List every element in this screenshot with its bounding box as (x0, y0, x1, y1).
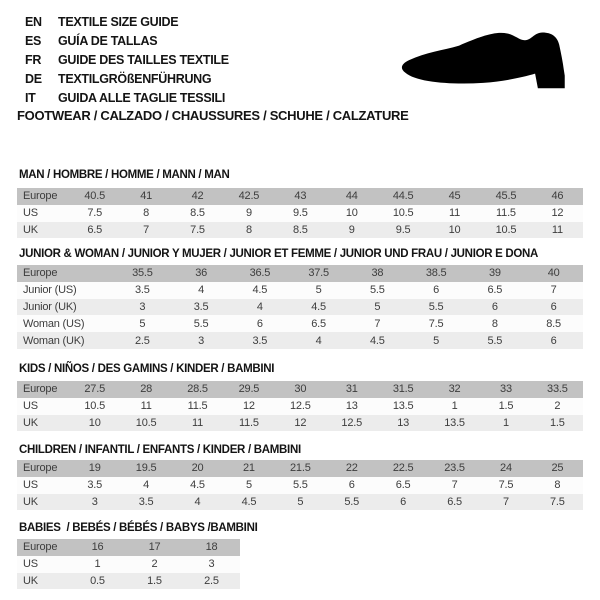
size-value: 5 (315, 284, 322, 297)
table-row (17, 460, 583, 477)
language-title-list (25, 12, 229, 107)
size-value: 6 (550, 334, 557, 347)
size-value: 1 (502, 416, 509, 429)
size-value: 6 (550, 300, 557, 313)
size-value: 5 (139, 317, 146, 330)
size-value: 3.5 (87, 479, 103, 492)
size-value: 4.5 (370, 334, 385, 347)
table-row (17, 222, 583, 239)
size-value: 44 (345, 190, 358, 203)
size-value: 7.5 (428, 317, 444, 330)
size-value: 5 (297, 495, 304, 508)
size-value: 3 (139, 300, 146, 313)
size-value: 10 (448, 223, 461, 236)
size-value: 1.5 (147, 574, 162, 587)
size-value: 36.5 (249, 267, 271, 280)
size-value: 5.5 (193, 317, 209, 330)
size-value: 4 (315, 334, 322, 347)
size-value: 2 (554, 400, 561, 413)
section-title-children: CHILDREN / INFANTIL / ENFANTS / KINDER / BAMBINI (19, 444, 301, 456)
section-title-babies: BABIES / BEBÉS / BÉBÉS / BABYS /BAMBINI (19, 522, 258, 534)
size-value: 7 (143, 223, 150, 236)
size-table-man (17, 188, 583, 238)
size-value: 3.5 (138, 495, 154, 508)
language-guide-title: TEXTILE SIZE GUIDE (58, 14, 179, 29)
size-value: 2.5 (135, 334, 150, 347)
size-value: 19 (88, 462, 101, 475)
table-row (17, 573, 240, 590)
size-value: 9 (348, 223, 355, 236)
size-value: 4 (198, 284, 205, 297)
size-value: 12 (243, 400, 255, 413)
section-title-junior-woman: JUNIOR & WOMAN / JUNIOR Y MUJER / JUNIOR ET FEMME / JUNIOR UND FRAU / JUNIOR E DONA (19, 248, 539, 260)
size-value: 8 (554, 479, 561, 492)
size-table-junior-woman (17, 265, 583, 349)
size-value: 4.5 (311, 300, 326, 313)
size-value: 20 (191, 462, 204, 475)
size-value: 5.5 (370, 284, 385, 297)
table-row (17, 315, 583, 332)
size-value: 42.5 (238, 190, 260, 203)
size-value: 5.5 (487, 334, 503, 347)
row-label: Europe (23, 190, 58, 203)
size-value: 24 (500, 462, 512, 475)
size-value: 1.5 (498, 400, 514, 413)
size-value: 35.5 (132, 267, 153, 280)
size-value: 7.5 (498, 479, 514, 492)
size-value: 5.5 (344, 495, 360, 508)
category-title: FOOTWEAR / CALZADO / CHAUSSURES / SCHUHE / CALZATURE (17, 108, 409, 123)
row-label: Europe (23, 541, 58, 554)
size-value: 8.5 (292, 223, 308, 236)
size-value: 6.5 (87, 223, 103, 236)
size-value: 1 (451, 400, 458, 413)
size-value: 46 (551, 190, 564, 203)
size-table-babies (17, 539, 240, 589)
size-value: 11 (140, 400, 152, 413)
language-code: ES (25, 33, 42, 48)
language-code: FR (25, 52, 42, 67)
size-value: 5 (245, 479, 252, 492)
size-value: 5 (374, 300, 381, 313)
size-value: 10.5 (84, 400, 105, 413)
size-value: 9 (245, 207, 252, 220)
size-value: 22.5 (392, 462, 414, 475)
size-value: 12 (551, 207, 564, 220)
size-value: 10.5 (392, 207, 414, 220)
row-label: UK (23, 223, 38, 236)
size-value: 7 (374, 317, 381, 330)
size-value: 6.5 (395, 479, 411, 492)
size-value: 39 (488, 267, 501, 280)
size-value: 6.5 (487, 284, 503, 297)
size-value: 37.5 (308, 267, 329, 280)
size-value: 4.5 (252, 284, 268, 297)
size-value: 12 (294, 416, 307, 429)
row-label: UK (23, 495, 38, 508)
size-value: 4 (194, 495, 201, 508)
size-value: 41 (140, 190, 153, 203)
size-value: 4.5 (241, 495, 257, 508)
size-value: 3.5 (193, 300, 209, 313)
size-value: 12.5 (290, 400, 311, 413)
size-value: 8 (143, 207, 150, 220)
size-value: 6 (433, 284, 440, 297)
size-value: 18 (205, 541, 218, 554)
table-row (17, 556, 240, 573)
size-value: 11.5 (187, 400, 208, 413)
size-value: 16 (91, 541, 104, 554)
language-row (25, 69, 229, 88)
language-guide-title: TEXTILGRÖßENFÜHRUNG (58, 71, 212, 86)
size-value: 10 (88, 416, 101, 429)
size-value: 11.5 (239, 416, 259, 429)
language-row (25, 88, 229, 107)
size-value: 11 (192, 416, 204, 429)
size-value: 25 (551, 462, 564, 475)
table-row (17, 539, 240, 556)
size-value: 21.5 (290, 462, 311, 475)
size-value: 21 (243, 462, 255, 475)
size-value: 43 (294, 190, 307, 203)
size-value: 27.5 (84, 383, 105, 396)
size-value: 13.5 (392, 400, 414, 413)
size-value: 6.5 (447, 495, 462, 508)
size-value: 11 (449, 207, 461, 220)
size-value: 28.5 (187, 383, 208, 396)
size-value: 8 (245, 223, 252, 236)
size-value: 13.5 (444, 416, 465, 429)
size-value: 8 (491, 317, 498, 330)
size-value: 36 (195, 267, 208, 280)
row-label: US (23, 400, 38, 413)
language-code: DE (25, 71, 42, 86)
row-label: US (23, 558, 38, 571)
size-value: 7.5 (550, 495, 565, 508)
size-table-kids (17, 381, 583, 431)
table-row (17, 188, 583, 205)
size-value: 4 (143, 479, 150, 492)
size-value: 38.5 (425, 267, 447, 280)
language-guide-title: GUÍA DE TALLAS (58, 33, 158, 48)
row-label: Woman (UK) (23, 334, 85, 347)
size-value: 31.5 (392, 383, 414, 396)
size-value: 40 (547, 267, 560, 280)
size-value: 23.5 (444, 462, 465, 475)
size-value: 33 (500, 383, 512, 396)
size-value: 2 (151, 558, 158, 571)
section-title-kids: KIDS / NIÑOS / DES GAMINS / KINDER / BAMBINI (19, 363, 275, 375)
row-label: Europe (23, 267, 58, 280)
size-value: 9.5 (395, 223, 411, 236)
size-value: 4.5 (190, 479, 205, 492)
size-table-children (17, 460, 583, 510)
size-value: 44.5 (392, 190, 414, 203)
size-value: 11.5 (496, 207, 516, 220)
language-code: EN (25, 14, 42, 29)
row-label: Europe (23, 383, 58, 396)
row-label: UK (23, 416, 38, 429)
row-label: US (23, 207, 38, 220)
size-value: 42 (191, 190, 204, 203)
language-guide-title: GUIDE DES TAILLES TEXTILE (58, 52, 229, 67)
size-value: 5.5 (292, 479, 308, 492)
size-value: 6 (256, 317, 263, 330)
language-code: IT (25, 90, 36, 105)
table-row (17, 398, 583, 415)
size-value: 4 (256, 300, 263, 313)
language-row (25, 31, 229, 50)
size-value: 11 (551, 223, 563, 236)
size-value: 0.5 (90, 574, 105, 587)
table-row (17, 282, 583, 299)
row-label: Europe (23, 462, 58, 475)
size-value: 3 (198, 334, 205, 347)
table-row (17, 494, 583, 511)
size-value: 3.5 (252, 334, 268, 347)
size-value: 6 (348, 479, 355, 492)
size-value: 31 (345, 383, 358, 396)
size-value: 10.5 (135, 416, 157, 429)
size-value: 8.5 (546, 317, 561, 330)
size-value: 3 (208, 558, 215, 571)
table-row (17, 332, 583, 349)
table-row (17, 265, 583, 282)
size-value: 6.5 (311, 317, 326, 330)
size-value: 8.5 (190, 207, 205, 220)
language-guide-title: GUIDA ALLE TAGLIE TESSILI (58, 90, 226, 105)
size-value: 7.5 (87, 207, 103, 220)
table-row (17, 205, 583, 222)
size-value: 2.5 (204, 574, 219, 587)
size-value: 7 (451, 479, 458, 492)
size-value: 28 (140, 383, 153, 396)
table-row (17, 299, 583, 316)
size-value: 13 (397, 416, 410, 429)
size-value: 1 (94, 558, 101, 571)
size-value: 9.5 (292, 207, 308, 220)
size-value: 6 (400, 495, 407, 508)
row-label: Junior (US) (23, 284, 77, 297)
size-value: 19.5 (135, 462, 157, 475)
size-value: 45.5 (495, 190, 517, 203)
size-value: 32 (448, 383, 461, 396)
size-value: 3.5 (135, 284, 150, 297)
size-value: 7 (550, 284, 557, 297)
dress-shoe-icon (398, 32, 574, 94)
size-value: 3 (91, 495, 98, 508)
row-label: UK (23, 574, 38, 587)
size-value: 10.5 (495, 223, 517, 236)
size-value: 10 (345, 207, 358, 220)
language-row (25, 50, 229, 69)
language-row (25, 12, 229, 31)
row-label: US (23, 479, 38, 492)
size-value: 38 (371, 267, 384, 280)
size-value: 5 (433, 334, 440, 347)
size-value: 6 (491, 300, 498, 313)
size-value: 7.5 (190, 223, 205, 236)
size-value: 22 (345, 462, 358, 475)
size-value: 45 (448, 190, 461, 203)
row-label: Woman (US) (23, 317, 85, 330)
size-value: 33.5 (547, 383, 568, 396)
size-value: 30 (294, 383, 307, 396)
size-value: 40.5 (84, 190, 105, 203)
row-label: Junior (UK) (23, 300, 77, 313)
size-value: 13 (345, 400, 358, 413)
table-row (17, 381, 583, 398)
size-value: 29.5 (238, 383, 260, 396)
section-title-man: MAN / HOMBRE / HOMME / MANN / MAN (19, 169, 230, 181)
table-row (17, 477, 583, 494)
size-value: 17 (148, 541, 161, 554)
size-value: 12.5 (341, 416, 363, 429)
table-row (17, 415, 583, 432)
size-value: 7 (502, 495, 509, 508)
size-value: 1.5 (550, 416, 565, 429)
size-value: 5.5 (428, 300, 444, 313)
